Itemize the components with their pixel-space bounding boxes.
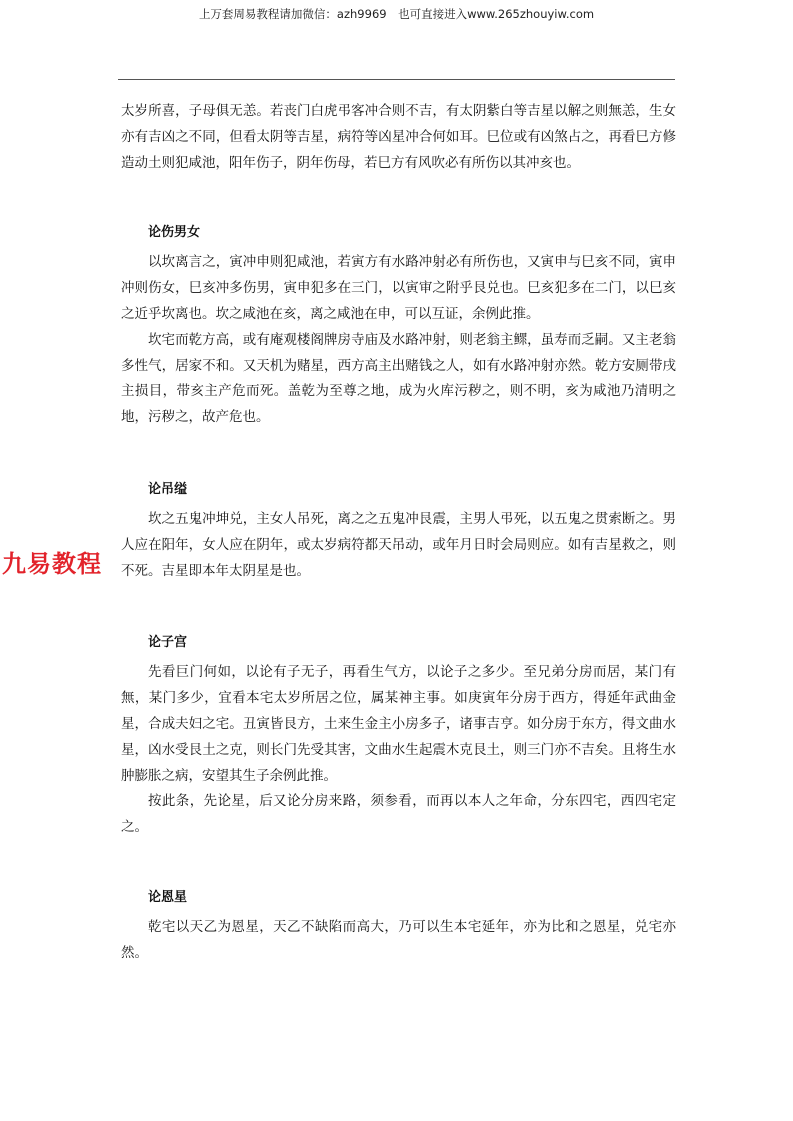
page-header: 上万套周易教程请加微信：azh9969 也可直接进入www.265zhouyiw.com bbox=[198, 7, 595, 21]
intro-paragraph: 太岁所喜，子母俱无恙。若丧门白虎弔客冲合则不吉，有太阴紫白等吉星以解之则無恙，生女亦有吉凶之不同，但看太阴等吉星，病符等凶星冲合何如耳。巳位或有凶煞占之，再看巳方修造动土则犯咸池，阳年伤子，阴年伤母，若巳方有风吹必有所伤以其冲亥也。 bbox=[121, 103, 676, 171]
section-paragraph: 先看巨门何如，以论有子无子，再看生气方，以论子之多少。至兄弟分房而居，某门有無，某门多少，宜看本宅太岁所居之位，属某神主事。如庚寅年分房于西方，得延年武曲金星，合成夫妇之宅。丑寅皆艮方，土来生金主小房多子，诸事吉亨。如分房于东方，得文曲水星，凶水受艮土之克，则长门先受其害，文曲水生起震木克艮土，则三门亦不吉矣。且将生水肿膨胀之病，安望其生子余例此推。 bbox=[121, 664, 676, 784]
document-body bbox=[121, 99, 676, 967]
section-paragraph: 坎之五鬼冲坤兑，主女人吊死，离之之五鬼冲艮震，主男人弔死，以五鬼之贯索断之。男人应在阳年，女人应在阴年，或太岁病符都天吊动，或年月日时会局则应。如有吉星救之，则不死。吉星即本年太阴星是也。 bbox=[121, 510, 676, 579]
section-title: 论恩星 bbox=[148, 889, 188, 905]
section-zi-gong bbox=[121, 632, 676, 841]
section-title: 论伤男女 bbox=[148, 225, 201, 241]
section-title: 论子宫 bbox=[148, 635, 188, 651]
section-title: 论吊缢 bbox=[148, 481, 188, 497]
header-rule bbox=[118, 79, 675, 80]
section-paragraph: 乾宅以天乙为恩星，天乙不缺陷而高大，乃可以生本宅延年，亦为比和之恩星，兑宅亦然。 bbox=[121, 918, 676, 961]
section-paragraph: 按此条，先论星，后又论分房来路，须参看，而再以本人之年命，分东四宅，西四宅定之。 bbox=[121, 793, 676, 836]
watermark-logo: 九易教程 bbox=[2, 550, 102, 578]
section-en-xing bbox=[121, 887, 676, 967]
section-diao-yi bbox=[121, 479, 676, 584]
section-paragraph: 坎宅而乾方高，或有庵观楼阁牌房寺庙及水路冲射，则老翁主鳏，虽寿而乏嗣。又主老翁多性气，居家不和。又天机为赌星，西方高主出赌钱之人，如有水路冲射亦然。乾方安厕带戌主损目，带亥主产危而死。盖乾为至尊之地，成为火库污秽之，则不明，亥为咸池乃清明之地，污秽之，故产危也。 bbox=[121, 331, 676, 426]
section-paragraph: 以坎离言之，寅冲申则犯咸池，若寅方有水路冲射必有所伤也，又寅申与巳亥不同，寅申冲则伤女，巳亥冲多伤男，寅申犯多在三门，以寅审之附乎艮兑也。巳亥犯多在二门，以巳亥之近乎坎离也。坎之咸池在亥，离之咸池在申，可以互证，余例此推。 bbox=[121, 254, 676, 322]
section-shang-nan-nv bbox=[121, 222, 676, 431]
